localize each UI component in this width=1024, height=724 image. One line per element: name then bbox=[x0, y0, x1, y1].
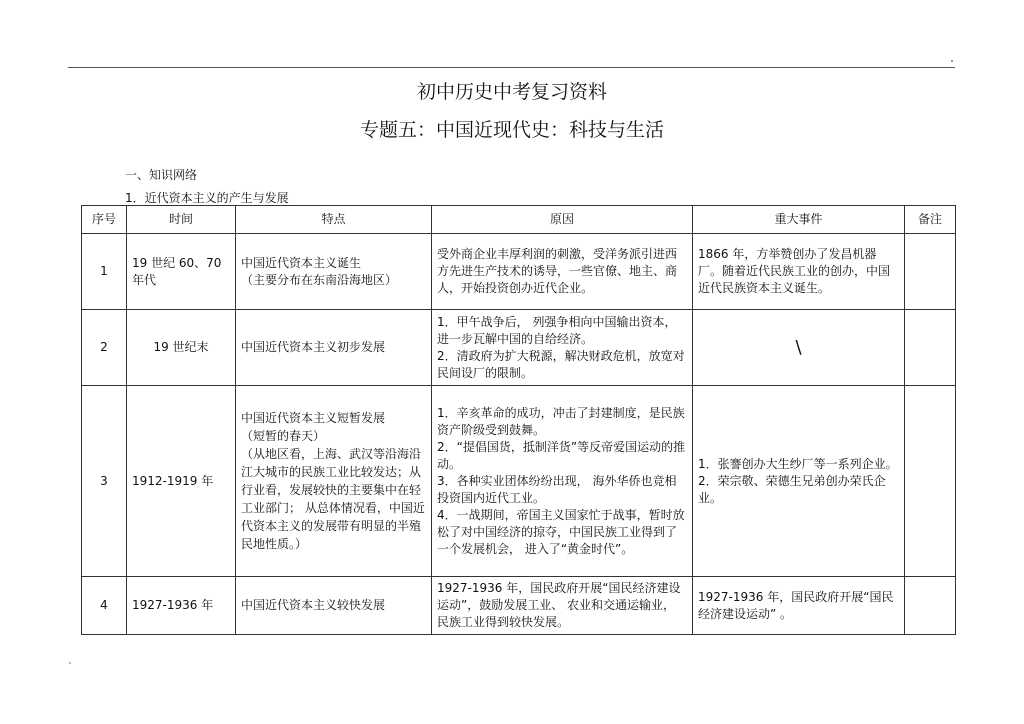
page-title: 初中历史中考复习资料 bbox=[416, 81, 607, 103]
feature-line: 中国近代资本主义较快发展 bbox=[241, 598, 386, 612]
header-cell-time: 时间 bbox=[127, 206, 236, 234]
row-number: 3 bbox=[82, 386, 127, 577]
row-time: 1912-1919 年 bbox=[127, 386, 236, 577]
table-row bbox=[82, 577, 956, 635]
header-cell-reason: 原因 bbox=[432, 206, 693, 234]
row-feature bbox=[236, 577, 432, 635]
header-rule bbox=[68, 67, 955, 68]
row-note bbox=[905, 577, 956, 635]
page-subtitle: 专题五：中国近现代史：科技与生活 bbox=[359, 119, 664, 141]
table-row bbox=[82, 234, 956, 310]
row-time: 1927-1936 年 bbox=[127, 577, 236, 635]
reason-line: 1．甲午战争后， 列强争相向中国输出资本，进一步瓦解中国的自给经济。 bbox=[437, 314, 677, 346]
row-reason bbox=[432, 386, 693, 577]
event-line: \ bbox=[795, 337, 802, 358]
row-reason bbox=[432, 310, 693, 386]
row-reason bbox=[432, 577, 693, 635]
row-number: 1 bbox=[82, 234, 127, 310]
table-header-row bbox=[82, 206, 956, 234]
reason-line: 2．清政府为扩大税源，解决财政危机，放宽对民间设厂的限制。 bbox=[437, 348, 685, 380]
row-events bbox=[693, 310, 905, 386]
section-subheading: 1．近代资本主义的产生与发展 bbox=[125, 191, 289, 205]
event-line: 1866 年，方举赞创办了发昌机器厂。随着近代民族工业的创办，中国近代民族资本主义诞生。 bbox=[698, 247, 891, 295]
row-note bbox=[905, 310, 956, 386]
event-line: 2．荣宗敬、荣德生兄弟创办荣氏企业。 bbox=[698, 473, 886, 505]
history-table bbox=[81, 205, 956, 635]
row-note bbox=[905, 386, 956, 577]
feature-line: 中国近代资本主义初步发展 bbox=[241, 340, 386, 354]
row-time: 19 世纪 60、70 年代 bbox=[127, 234, 236, 310]
row-time: 19 世纪末 bbox=[127, 310, 236, 386]
event-line: 1927-1936 年，国民政府开展“国民经济建设运动” 。 bbox=[698, 589, 894, 621]
header-cell-note: 备注 bbox=[905, 206, 956, 234]
feature-line: （从地区看，上海、武汉等沿海沿江大城市的民族工业比较发达；从行业看，发展较快的主要集中在轻工业部门； 从总体情况看，中国近代资本主义的发展带有明显的半殖民地性质。） bbox=[241, 447, 425, 551]
reason-line: 1927-1936 年，国民政府开展“国民经济建设运动”，鼓励发展工业、 农业和交通运输业，民族工业得到较快发展。 bbox=[437, 581, 681, 629]
row-number: 2 bbox=[82, 310, 127, 386]
row-feature bbox=[236, 310, 432, 386]
feature-line: （主要分布在东南沿海地区） bbox=[241, 272, 398, 287]
event-line: 1．张謇创办大生纱厂等一系列企业。 bbox=[698, 456, 898, 471]
row-feature bbox=[236, 386, 432, 577]
row-note bbox=[905, 234, 956, 310]
reason-line: 4．一战期间，帝国主义国家忙于战事，暂时放松了对中国经济的掠夺，中国民族工业得到了一个发展机会， 进入了“黄金时代”。 bbox=[437, 507, 685, 556]
table-row bbox=[82, 386, 956, 577]
row-events bbox=[693, 577, 905, 635]
reason-line: 1．辛亥革命的成功，冲击了封建制度，是民族资产阶级受到鼓舞。 bbox=[437, 405, 685, 437]
feature-line: 中国近代资本主义诞生 bbox=[241, 255, 362, 270]
row-events bbox=[693, 234, 905, 310]
row-number: 4 bbox=[82, 577, 127, 635]
reason-line: 2．“提倡国货，抵制洋货”等反帝爱国运动的推动。 bbox=[437, 439, 686, 471]
table-row bbox=[82, 310, 956, 386]
row-reason bbox=[432, 234, 693, 310]
row-feature bbox=[236, 234, 432, 310]
feature-line: （短暂的春天） bbox=[241, 429, 326, 443]
corner-mark bbox=[69, 662, 71, 664]
reason-line: 受外商企业丰厚利润的刺激，受洋务派引进西方先进生产技术的诱导，一些官僚、地主、商人，开始投资创办近代企业。 bbox=[437, 247, 678, 295]
header-cell-events: 重大事件 bbox=[693, 206, 905, 234]
feature-line: 中国近代资本主义短暂发展 bbox=[241, 411, 386, 425]
section-heading: 一、知识网络 bbox=[125, 168, 198, 182]
header-cell-no: 序号 bbox=[82, 206, 127, 234]
header-cell-feature: 特点 bbox=[236, 206, 432, 234]
row-events bbox=[693, 386, 905, 577]
corner-mark bbox=[951, 60, 953, 62]
reason-line: 3．各种实业团体纷纷出现， 海外华侨也竞相投资国内近代工业。 bbox=[437, 473, 677, 505]
